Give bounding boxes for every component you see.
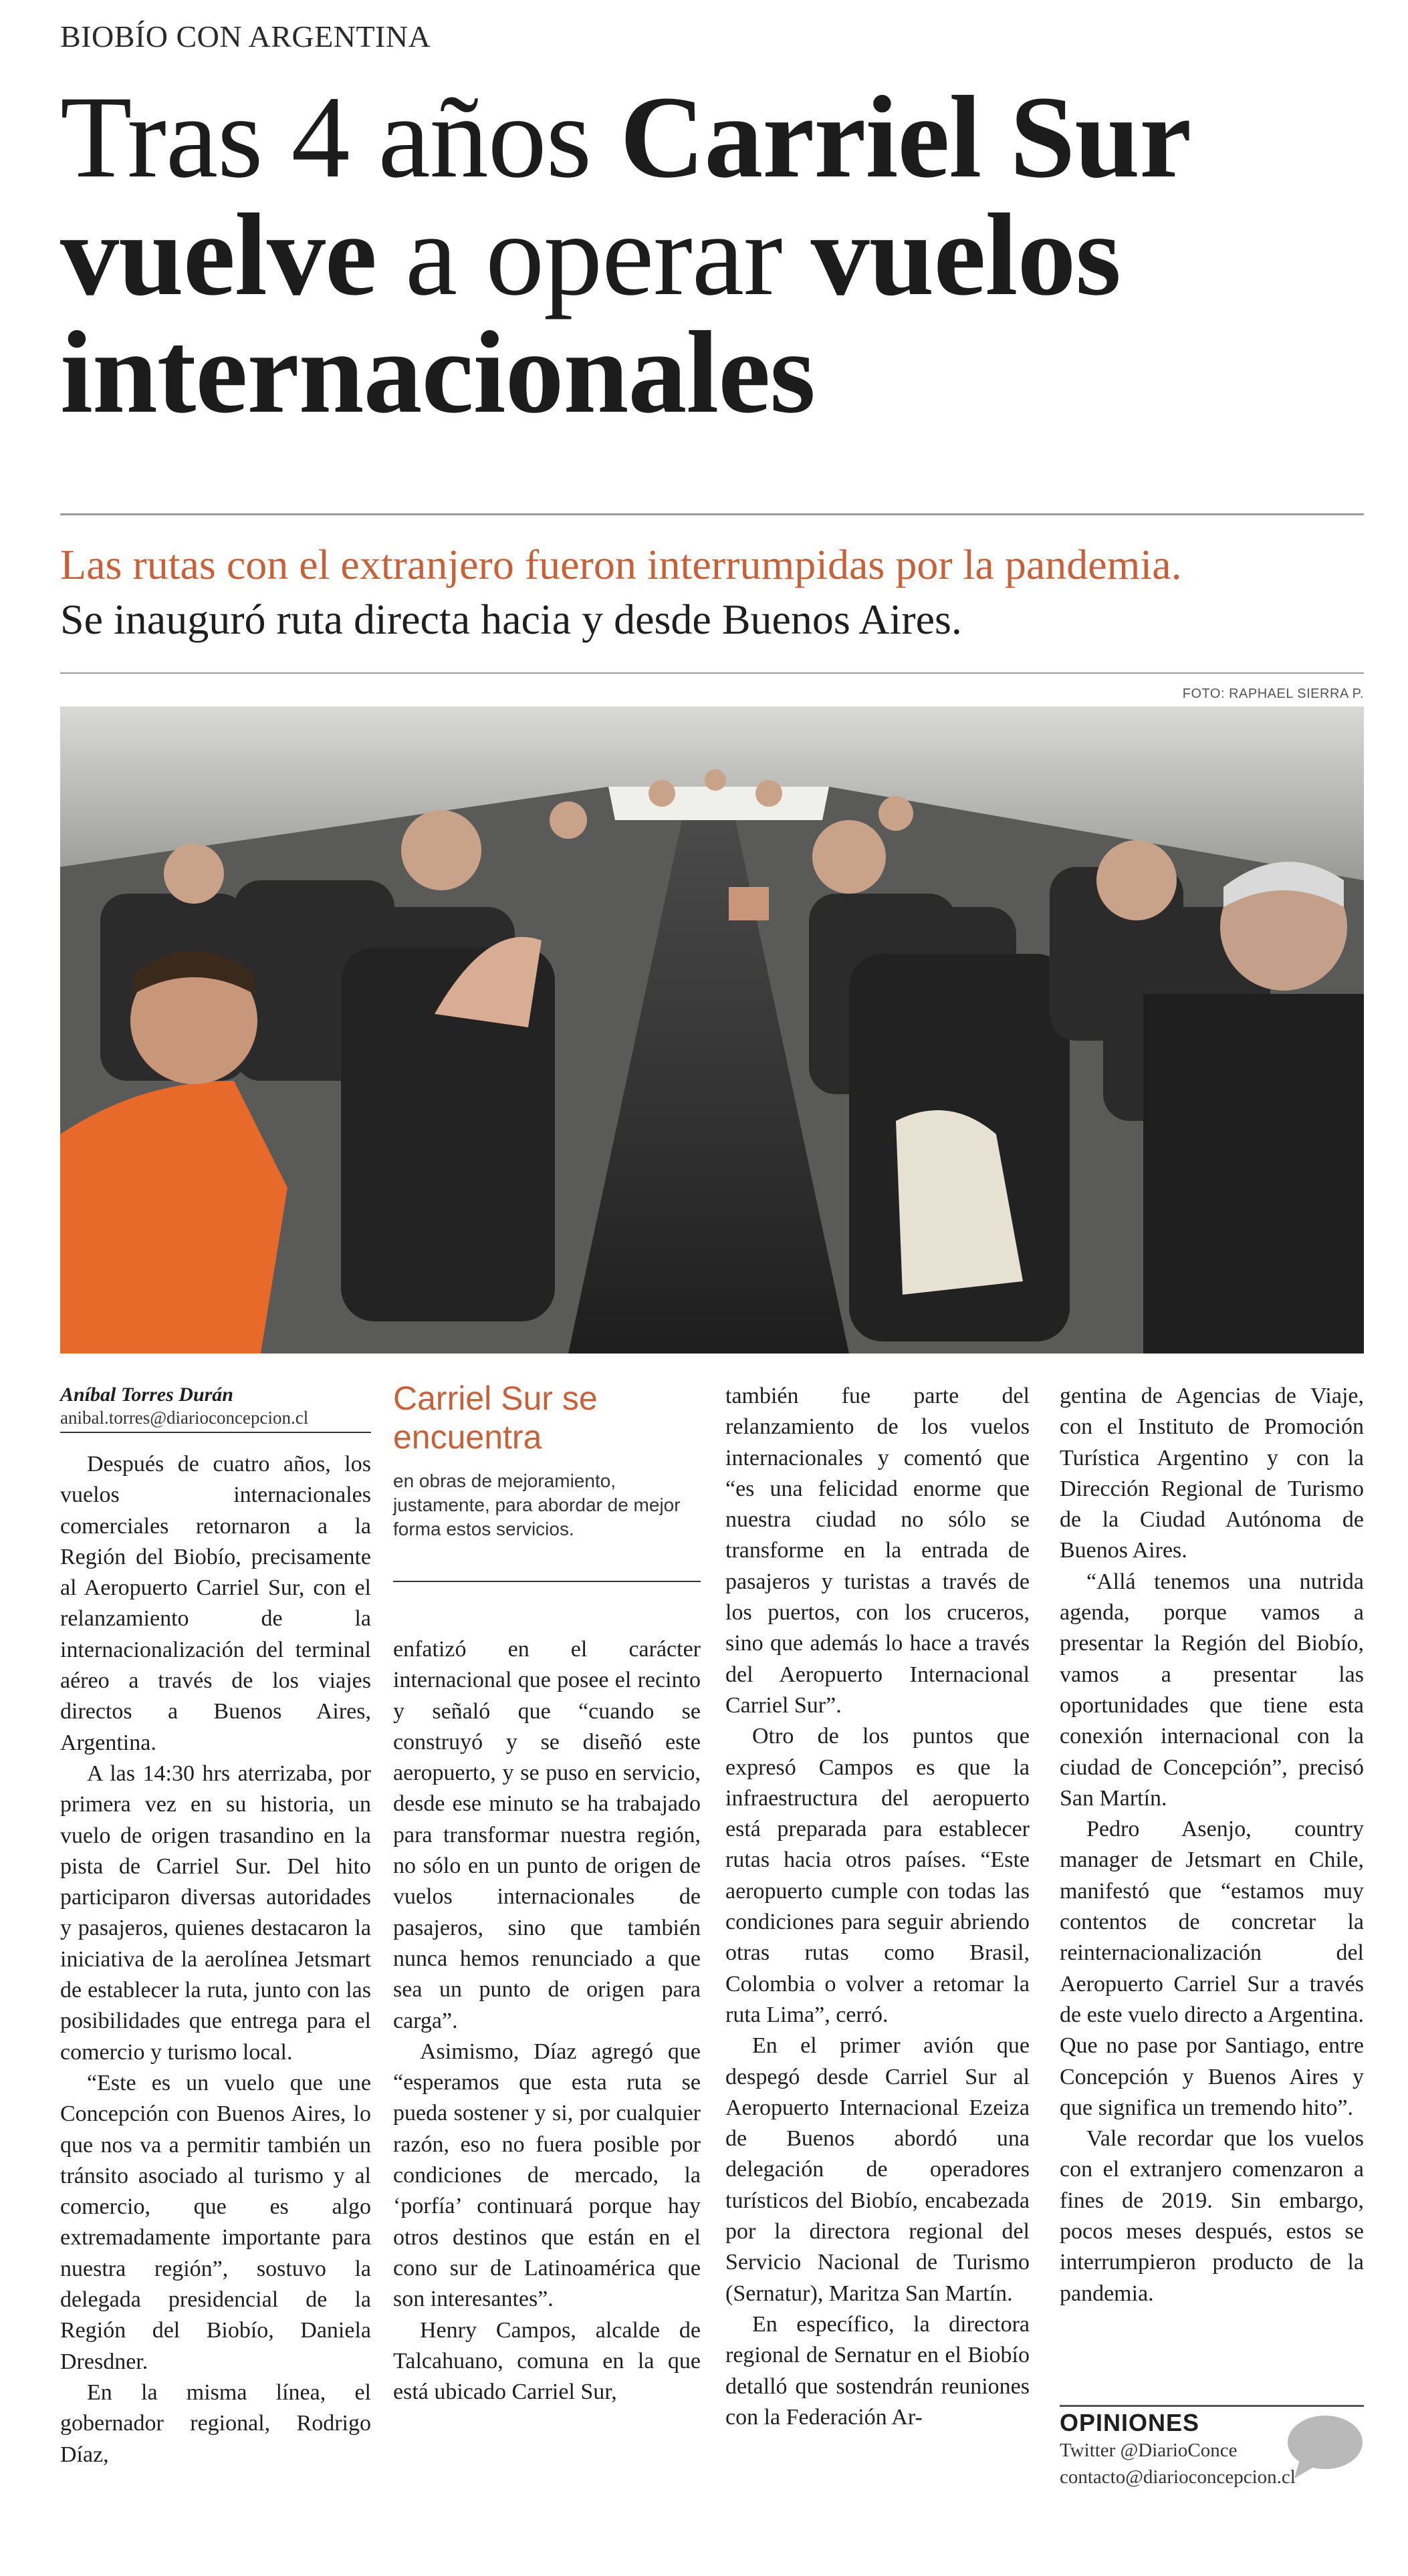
paragraph: gentina de Agencias de Viaje, con el Instituto de Promoción Turística Argentino y con la Dirección Regional de Turismo de la Ciudad Autónoma de Buenos Aires. bbox=[1060, 1384, 1364, 1563]
pullquote-text: en obras de mejoramiento, justamente, para abordar de mejor forma estos servicios. bbox=[393, 1470, 681, 1539]
byline-divider bbox=[60, 1432, 371, 1433]
headline-part2: a operar bbox=[376, 190, 811, 320]
headline bbox=[60, 72, 1371, 438]
opiniones-email[interactable]: contacto@diarioconcepcion.cl bbox=[1060, 2466, 1296, 2488]
headline-part1: Tras 4 años bbox=[60, 72, 620, 203]
paragraph: A las 14:30 hrs aterrizaba, por primera vez en su historia, un vuelo de origen trasandino en la pista de Carriel Sur. Del hito participaron diversas autoridades y pasajeros, quienes destacaron la iniciativa de la aerolínea Jetsmart de establecer la ruta, junto con las posibilidades que entrega para el comercio y turismo local. bbox=[60, 1761, 371, 2065]
headline-bold1: Carriel Sur vuelve bbox=[60, 72, 1189, 320]
article-column-3 bbox=[725, 1381, 1030, 2433]
opiniones-title: OPINIONES bbox=[1060, 2409, 1200, 2436]
speech-bubble-icon bbox=[1285, 2413, 1364, 2483]
paragraph: “Este es un vuelo que une Concepción con Buenos Aires, lo que nos va a permitir también un tránsito asociado al turismo y al comercio, que es algo extremadamente importante para nuestra región”, sostuvo la delegada presidencial de la Región del Biobío, Daniela Dresdner. bbox=[60, 2070, 371, 2374]
divider-top bbox=[60, 513, 1364, 515]
paragraph: Vale recordar que los vuelos con el extranjero comenzaron a fines de 2019. Sin embargo, pocos meses después, estos se interrumpieron producto de la pandemia. bbox=[1060, 2126, 1364, 2306]
byline-author: Aníbal Torres Durán bbox=[60, 1384, 233, 1406]
subtitle-accent: Las rutas con el extranjero fueron interrumpidas por la pandemia. bbox=[60, 541, 1182, 588]
opiniones-twitter[interactable]: Twitter @DiarioConce bbox=[1060, 2440, 1238, 2461]
paragraph: En el primer avión que despegó desde Carriel Sur al Aeropuerto Internacional Ezeiza de Buenos abordó una delegación de operadores turísticos del Biobío, encabezada por la directora regional del Servicio Nacional de Turismo (Sernatur), Maritza San Martín. bbox=[725, 2033, 1030, 2306]
subtitle-secondary: Se inauguró ruta directa hacia y desde Buenos Aires. bbox=[60, 596, 962, 643]
article-column-1 bbox=[60, 1449, 371, 2470]
paragraph: Después de cuatro años, los vuelos internacionales comerciales retornaron a la Región del Biobío, precisamente al Aeropuerto Carriel Sur, con el relanzamiento de la internacionalización del terminal aéreo a través de los viajes directos a Buenos Aires, Argentina. bbox=[60, 1452, 371, 1755]
divider-bottom bbox=[60, 672, 1364, 674]
headline-bold2: vuelos internacionales bbox=[60, 190, 1121, 438]
paragraph: también fue parte del relanzamiento de los vuelos internacionales y comentó que “es una felicidad enorme que nuestra ciudad no sólo se transforme en la entrada de pasajeros y turistas a través de los puertos, con los cruceros, sino que además lo hace a través del Aeropuerto Internacional Carriel Sur”. bbox=[725, 1384, 1030, 1718]
paragraph: En la misma línea, el gobernador regional, Rodrigo Díaz, bbox=[60, 2379, 371, 2467]
paragraph: “Allá tenemos una nutrida agenda, porque vamos a presentar la Región del Biobío, vamos a presentar las oportunidades que tiene esta conexión internacional con la ciudad de Concepción”, precisó San Martín. bbox=[1060, 1569, 1364, 1811]
paragraph: En específico, la directora regional de Sernatur en el Biobío detalló que sostendrán reuniones con la Federación Ar- bbox=[725, 2311, 1030, 2430]
byline-email[interactable]: anibal.torres@diarioconcepcion.cl bbox=[60, 1408, 309, 1428]
pullquote-divider bbox=[393, 1581, 701, 1582]
paragraph: Pedro Asenjo, country manager de Jetsmart en Chile, manifestó que “estamos muy contentos de concretar la reinternacionalización del Aeropuerto Carriel Sur a través de este vuelo directo a Argentina. Que no pase por Santiago, entre Concepción y Buenos Aires y que significa un tremendo hito”. bbox=[1060, 1817, 1364, 2120]
photo-credit: FOTO: RAPHAEL SIERRA P. bbox=[1182, 686, 1364, 701]
paragraph: Asimismo, Díaz agregó que “esperamos que esta ruta se pueda sostener y si, por cualquier razón, eso no fuera posible por condiciones de mercado, la ‘porfía’ continuará porque hay otros destinos que están en el cono sur de Latinoamérica que son interesantes”. bbox=[393, 2039, 701, 2312]
paragraph: Otro de los puntos que expresó Campos es que la infraestructura del aeropuerto está preparada para establecer rutas hacia otros países. “Este aeropuerto cumple con todas las condiciones para seguir abriendo otras rutas como Brasil, Colombia o volver a retomar la ruta Lima”, cerró. bbox=[725, 1724, 1030, 2027]
opiniones-divider bbox=[1060, 2405, 1364, 2407]
pullquote-title: Carriel Sur se encuentra bbox=[393, 1380, 598, 1456]
paragraph: enfatizó en el carácter internacional que posee el recinto y señaló que “cuando se construyó y se diseñó este aeropuerto, y se puso en servicio, desde ese minuto se ha trabajado para transformar nuestra región, no sólo en un punto de origen de vuelos internacionales de pasajeros, sino que también nunca hemos renunciado a que sea un punto de origen para carga”. bbox=[393, 1637, 701, 2033]
cabin-photo bbox=[60, 706, 1364, 1354]
paragraph: Henry Campos, alcalde de Talcahuano, comuna en la que está ubicado Carriel Sur, bbox=[393, 2317, 701, 2405]
article-column-4 bbox=[1060, 1381, 1364, 2309]
article-column-2 bbox=[393, 1634, 701, 2408]
section-kicker: BIOBÍO CON ARGENTINA bbox=[60, 19, 431, 53]
